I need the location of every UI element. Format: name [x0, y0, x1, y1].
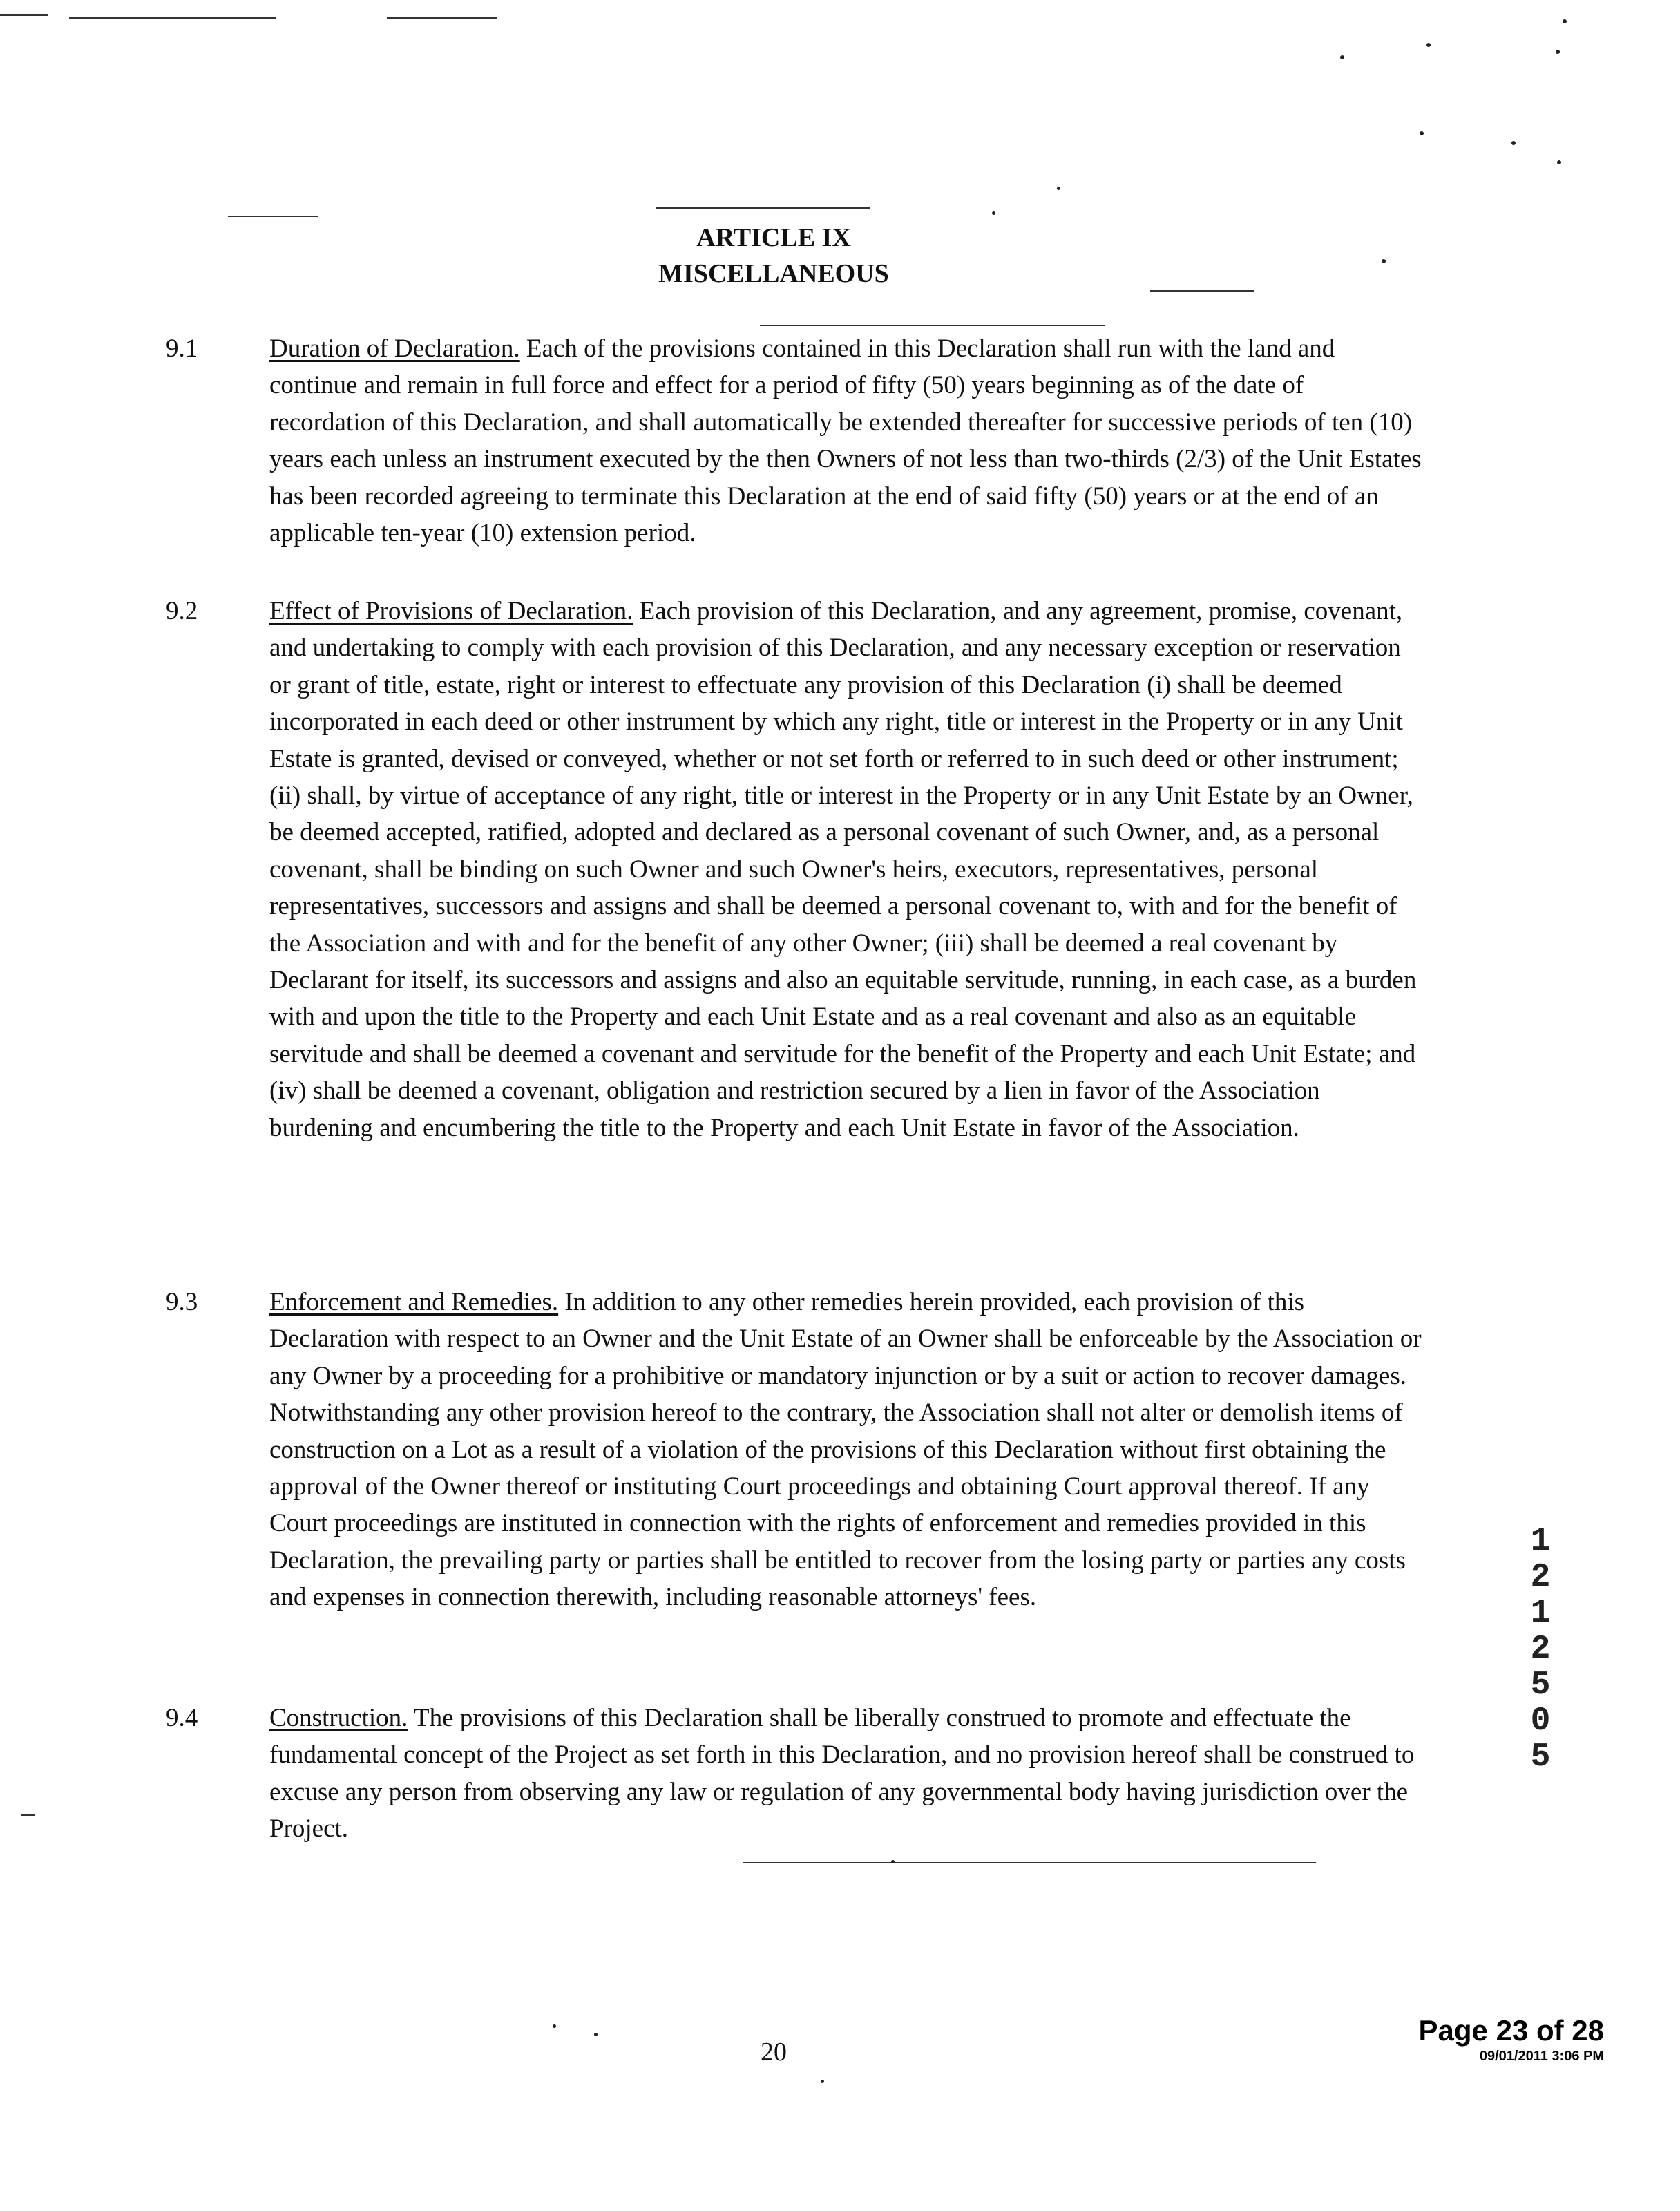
article-title: MISCELLANEOUS: [658, 259, 889, 288]
stamp-datetime: 09/01/2011 3:06 PM: [1479, 2049, 1604, 2064]
scan-mark: [0, 14, 48, 16]
section-body: [269, 330, 1423, 551]
page-stamp: [1419, 2014, 1604, 2065]
scan-speck: [1556, 50, 1560, 54]
scan-speck: [891, 1860, 895, 1863]
section-9-3: [166, 1284, 1430, 1698]
section-number: 9.3: [166, 1288, 198, 1316]
stamp-page-count: Page 23 of 28: [1418, 2014, 1604, 2047]
scan-speck: [1557, 160, 1561, 164]
section-9-1: [166, 330, 1430, 593]
section-text: In addition to any other remedies herein provided, each provision of this Declaration with respect to an Owner and the Unit Estate of an Owner shall be enforceable by the Association or any Owner by a proceeding for a prohibitive or mandatory injunction or by a suit or action to recover damages. Notwithstanding any other provision hereof to the contrary, the Association shall not alter or demolish items of construction on a Lot as a result of a violation of the provisions of this Declaration without first obtaining the approval of the Owner thereof or instituting Court proceedings and obtaining Court approval thereof. If any Court proceedings are instituted in connection with the rights of enforcement and remedies provided in this Declaration, the prevailing party or parties shall be entitled to recover from the losing party or parties any costs and expenses in connection therewith, including reasonable attorneys' fees.: [269, 1288, 1422, 1612]
section-9-2: [166, 593, 1430, 1284]
section-number: 9.2: [166, 597, 198, 625]
section-body: [269, 593, 1423, 1146]
scan-speck: [1426, 43, 1431, 47]
section-text: The provisions of this Declaration shall be liberally construed to promote and effectuate the fundamental concept of the Project as set forth in this Declaration, and no provision hereof shall be construed to excuse any person from observing any law or regulation of any governmental body having jurisdiction over the Project.: [269, 1704, 1415, 1843]
section-body: [269, 1284, 1423, 1616]
scan-speck: [992, 211, 995, 215]
scan-mark: [69, 17, 276, 19]
section-9-4: [166, 1700, 1430, 1852]
scan-speck: [1057, 187, 1060, 190]
scan-mark: [21, 1814, 35, 1816]
recording-number: 1 2 1 2 5 0 5: [1530, 1523, 1551, 1776]
scan-speck: [821, 2080, 824, 2083]
section-heading: Duration of Declaration.: [269, 334, 520, 363]
section-text: Each of the provisions contained in this Declaration shall run with the land and continue and remain in full force and effect for a period of fifty (50) years beginning as of the date of recordation of this Declaration, and shall automatically be extended thereafter for successive periods of ten (10) years each unless an instrument executed by the then Owners of not less than two-thirds (2/3) of the Unit Estates has been recorded agreeing to terminate this Declaration at the end of said fifty (50) years or at the end of an applicable ten-year (10) extension period.: [269, 334, 1422, 548]
section-body: [269, 1700, 1423, 1848]
page-number: 20: [761, 2038, 787, 2067]
scan-speck: [1563, 19, 1567, 23]
scan-speck: [553, 2024, 556, 2028]
section-number: 9.4: [166, 1704, 198, 1732]
scan-speck: [1511, 141, 1516, 145]
scan-speck: [1420, 131, 1424, 135]
scan-mark: [228, 216, 318, 217]
article-heading: [0, 220, 1547, 292]
scan-mark: [760, 325, 1105, 326]
section-heading: Effect of Provisions of Declaration.: [269, 597, 633, 625]
section-heading: Enforcement and Remedies.: [269, 1288, 559, 1316]
scan-mark: [387, 17, 497, 19]
scan-speck: [594, 2033, 598, 2036]
section-number: 9.1: [166, 334, 198, 363]
scan-mark: [656, 207, 870, 209]
section-text: Each provision of this Declaration, and any agreement, promise, covenant, and undertaking to comply with each provision of this Declaration, and any necessary exception or reservation or grant of title, estate, right or interest to effectuate any provision of this Declaration (i) shall be deemed incorporated in each deed or other instrument by which any right, title or interest in the Property or in any Unit Estate is granted, devised or conveyed, whether or not set forth or referred to in such deed or other instrument; (ii) shall, by virtue of acceptance of any right, title or interest in the Property or in any Unit Estate by an Owner, be deemed accepted, ratified, adopted and declared as a personal covenant of such Owner, and, as a personal covenant, shall be binding on such Owner and such Owner's heirs, executors, representatives, personal representatives, successors and assigns and shall be deemed a personal covenant to, with and for the benefit of the Association and with and for the benefit of any other Owner; (iii) shall be deemed a real covenant by Declarant for itself, its successors and assigns and also an equitable servitude, running, in each case, as a burden with and upon the title to the Property and each Unit Estate and as a real covenant and also as an equitable servitude and shall be deemed a covenant and servitude for the benefit of the Property and each Unit Estate; and (iv) shall be deemed a covenant, obligation and restriction secured by a lien in favor of the Association burdening and encumbering the title to the Property and each Unit Estate in favor of the Association.: [269, 597, 1417, 1142]
section-heading: Construction.: [269, 1704, 408, 1732]
scan-mark: [743, 1862, 1316, 1863]
scan-speck: [1340, 55, 1344, 59]
article-number: ARTICLE IX: [696, 223, 851, 252]
